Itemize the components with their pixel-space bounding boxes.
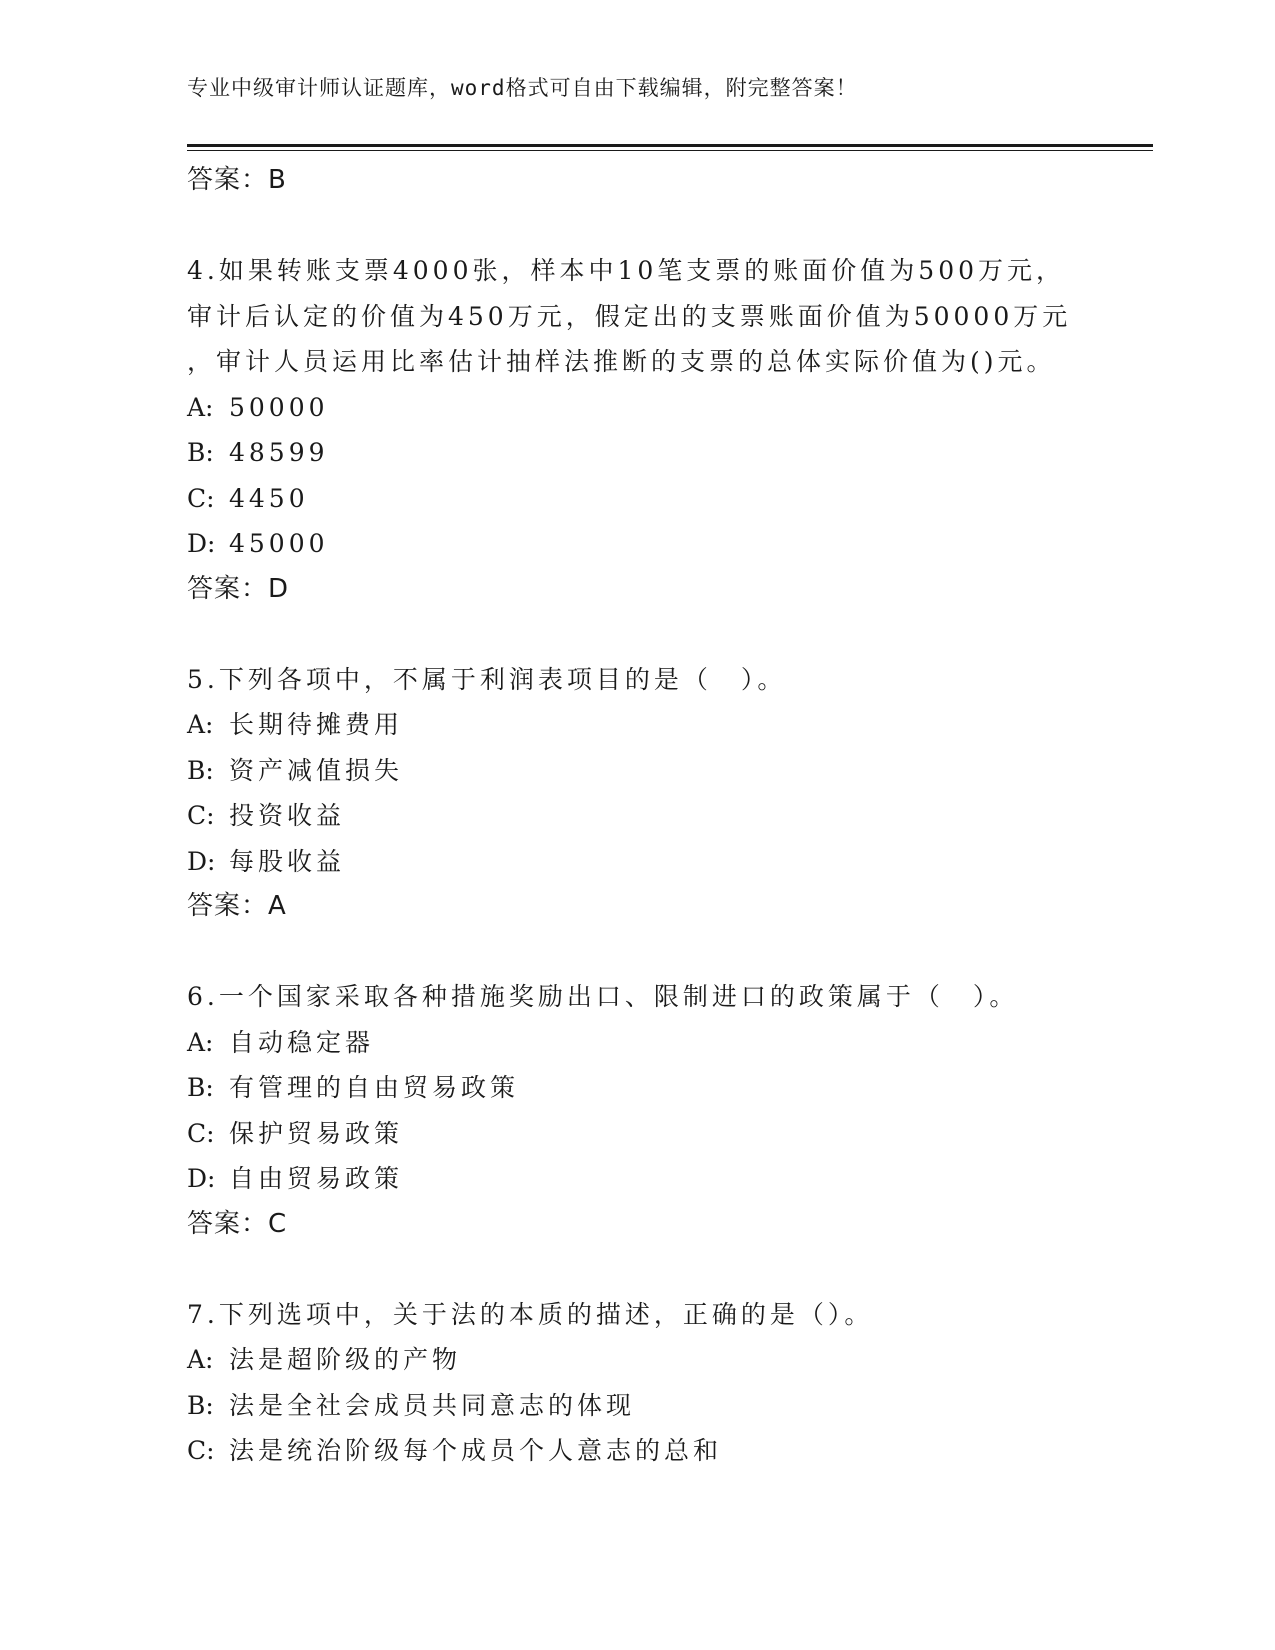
option-d (187, 1156, 1127, 1202)
option-text: 法是全社会成员共同意志的体现 (229, 1390, 636, 1420)
question-5 (187, 657, 1127, 930)
question-answer: 答案：A (187, 891, 287, 921)
option-text: 48599 (229, 438, 329, 467)
option-c (187, 1428, 1127, 1474)
option-b (187, 1383, 1127, 1429)
option-a (187, 1020, 1127, 1066)
question-6 (187, 974, 1127, 1247)
option-text: 4450 (229, 483, 309, 513)
document-body (187, 158, 1127, 1474)
option-key: C: (187, 1436, 215, 1465)
option-a (187, 702, 1127, 748)
option-text: 保护贸易政策 (229, 1118, 404, 1148)
option-a (187, 1337, 1127, 1383)
question-answer: 答案：D (187, 573, 290, 604)
option-text: 50000 (229, 392, 329, 422)
option-text: 45000 (229, 529, 329, 558)
option-text: 资产减值损失 (229, 755, 404, 785)
option-text: 法是统治阶级每个成员个人意志的总和 (229, 1436, 723, 1465)
option-text: 法是超阶级的产物 (229, 1345, 462, 1374)
option-a (187, 385, 1127, 431)
option-key: B: (187, 1073, 214, 1102)
option-key: A: (187, 1345, 214, 1374)
option-key: D: (187, 1164, 216, 1193)
question-4 (187, 248, 1127, 612)
option-d (187, 839, 1127, 885)
option-key: D: (187, 846, 216, 876)
question-stem-line: 6.一个国家采取各种措施奖励出口、限制进口的政策属于（ ）。 (187, 982, 1019, 1011)
option-key: B: (187, 438, 214, 467)
option-key: A: (187, 392, 214, 422)
question-stem-line: 7.下列选项中，关于法的本质的描述，正确的是（）。 (187, 1299, 874, 1329)
option-d (187, 521, 1127, 567)
option-key: A: (187, 710, 214, 739)
question-7 (187, 1292, 1127, 1474)
option-key: B: (187, 1390, 214, 1420)
option-b (187, 748, 1127, 794)
option-text: 每股收益 (229, 846, 346, 876)
option-text: 自动稳定器 (229, 1027, 375, 1057)
prev-question-answer: 答案：B (187, 165, 287, 195)
question-stem-line: 审计后认定的价值为450万元，假定出的支票账面价值为50000万元 (187, 301, 1072, 331)
option-key: A: (187, 1027, 214, 1057)
option-key: D: (187, 529, 216, 558)
option-b (187, 1065, 1127, 1111)
option-key: C: (187, 1118, 215, 1148)
question-stem-line: ，审计人员运用比率估计抽样法推断的支票的总体实际价值为()元。 (187, 347, 1056, 376)
option-text: 投资收益 (229, 801, 346, 830)
option-key: C: (187, 801, 215, 830)
question-answer: 答案：C (187, 1208, 288, 1239)
option-c (187, 1111, 1127, 1157)
option-key: B: (187, 755, 214, 785)
page-header: 专业中级审计师认证题库，word格式可自由下载编辑，附完整答案！ (187, 76, 858, 100)
question-stem-line: 4.如果转账支票4000张，样本中10笔支票的账面价值为500万元， (187, 256, 1066, 285)
option-key: C: (187, 483, 215, 513)
question-stem-line: 5.下列各项中，不属于利润表项目的是（ ）。 (187, 664, 787, 694)
option-text: 长期待摊费用 (229, 710, 404, 739)
header-rule (187, 144, 1153, 151)
option-text: 有管理的自由贸易政策 (229, 1073, 520, 1102)
option-text: 自由贸易政策 (229, 1164, 404, 1193)
option-b (187, 430, 1127, 476)
option-c (187, 793, 1127, 839)
option-c (187, 476, 1127, 522)
